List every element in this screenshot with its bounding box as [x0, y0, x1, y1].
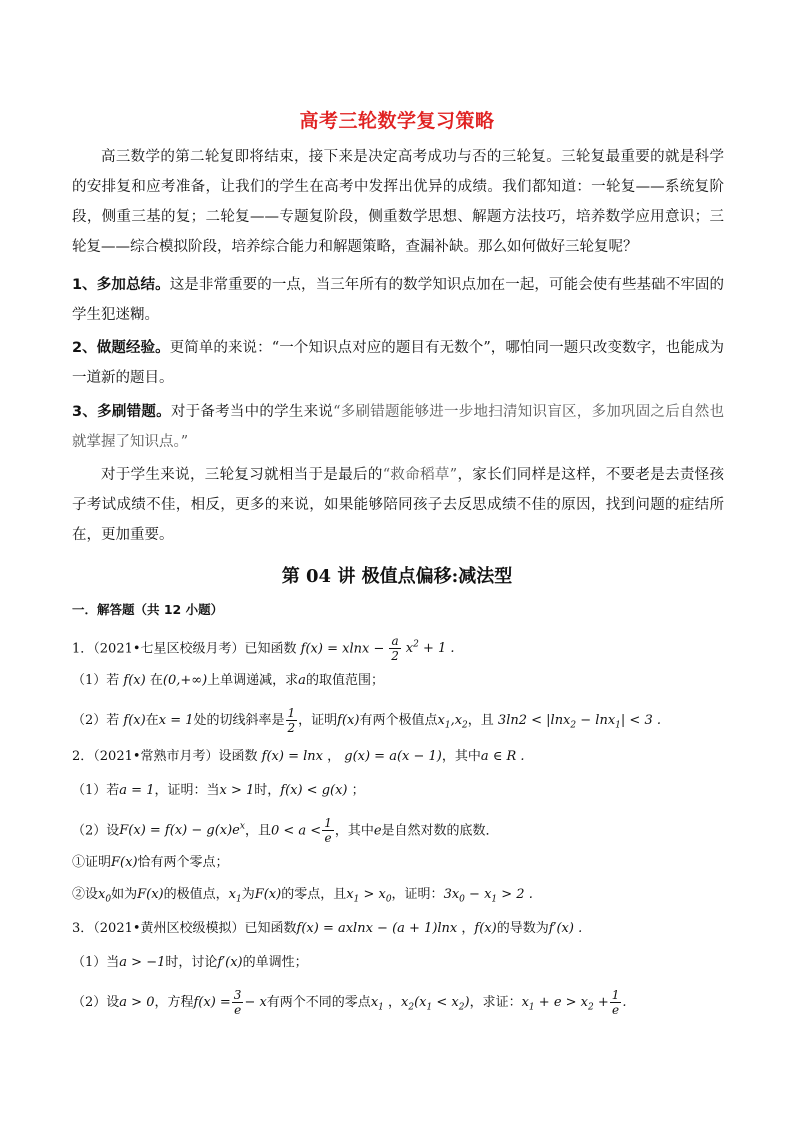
q2-p1-a1: a = 1 — [119, 783, 155, 798]
q3-p1-agt-1: a > −1 — [119, 955, 166, 970]
q2-p1-text: （1）若 — [72, 783, 120, 798]
q3-p2-agt0: a > 0 — [119, 995, 155, 1010]
q1-p2-x1: x = 1 — [158, 713, 194, 728]
q2-head-text: 2．（2021•常熟市月考）设函数 — [72, 749, 258, 764]
q2-p2-text-c: ，其中 — [334, 823, 374, 839]
q2-gx-expr: g(x) = a(x − 1) — [344, 749, 442, 764]
q2-c1-text: ①证明 — [72, 855, 112, 870]
question-2-part-2 — [72, 816, 499, 845]
question-3-head: 3．（2021•黄州区校级模拟）已知函数f(x) = axlnx − (a + 1)lnx ，f(x)的导数为f′(x) . — [72, 921, 583, 936]
q1-p2-text-b: 处的切线斜率是 — [193, 713, 285, 728]
closing-text-b: ，家长们同样是这样，不要老是去责怪孩子考试成绩不佳，相反，更多的来说，如果能够陪同孩子去反思成绩不佳的原因，找到问题的症结所在，更加重要。 — [72, 467, 724, 543]
q1-p2-text-d: 有两个极值点 — [359, 713, 438, 728]
q2-c2-text-d: 为 — [241, 887, 255, 902]
question-2-part-1: （1）若a = 1，证明：当x > 1时，f(x) < g(x) ； — [72, 783, 365, 798]
q3-p2-text-b: ，方程 — [154, 995, 194, 1010]
q2-p2-range: 0 < a < — [270, 823, 322, 839]
q2-mid-text: ，其中 — [441, 749, 481, 764]
q3-p2-x2: $x_2(x_1 < x_2)$ — [401, 995, 470, 1013]
q2-c2-ineq: $3x_0 - x_1 > 2$ . — [443, 887, 533, 905]
question-1-part-1 — [72, 670, 384, 692]
q2-c2-text-e: 的零点，且 — [281, 887, 347, 902]
tip-item-1 — [72, 270, 724, 330]
q1-p1-text-b: 上单调递减，求 — [207, 673, 299, 688]
q2-fraction-1-over-e: $\frac{1}{e}$ — [324, 816, 332, 846]
q2-c1-Fx: F(x) — [111, 855, 138, 870]
q1-head-text: 1．（2021•七星区校级月考）已知函数 — [72, 641, 297, 657]
q1-p2-text-e: ，且 — [467, 713, 494, 728]
q1-p2-inequality: 3ln2 < |lnx$_2$ − lnx$_1$| < 3 . — [497, 713, 661, 731]
section-title: 第 04 讲 极值点偏移:减法型 — [281, 566, 513, 587]
q2-c2-text-b: 如为 — [111, 887, 138, 902]
tip-label-2: 2、做题经验。 — [72, 340, 170, 356]
q2-p1-text-b: ，证明：当 — [154, 783, 220, 798]
q1-p1-text: （1）若 — [72, 673, 120, 688]
q2-p1-text-c: 时， — [254, 783, 281, 798]
closing-quote: “救命稻草” — [382, 467, 458, 483]
q1-function-expr-tail: $x^2 + 1$ . — [405, 640, 455, 657]
q1-function-expr: f(x) = xlnx − — [300, 641, 385, 657]
q3-mid-text: 的导数为 — [496, 921, 549, 936]
q2-c2-x1: $x_1$ — [228, 887, 242, 905]
q2-a-in-R: a ∈ R . — [480, 749, 525, 764]
q2-p2-text-b: ，且 — [244, 823, 271, 839]
q1-fraction-a-over-2: $\frac{a}{2}$ — [391, 634, 399, 664]
q3-fraction-3-over-e: $\frac{3}{e}$ — [233, 988, 242, 1017]
question-2-claim-2 — [72, 884, 533, 911]
question-2-claim-1 — [72, 852, 229, 874]
question-2-head: 2．（2021•常熟市月考）设函数 f(x) = lnx ， g(x) = a(x − 1)，其中a ∈ R . — [72, 749, 525, 764]
q1-p2-text: （2）若 — [72, 713, 120, 728]
tip-label-1: 1、多加总结。 — [72, 277, 170, 293]
q2-p2-Fx: $F(x) = f(x) - g(x)e^x$ — [119, 822, 245, 839]
q1-p1-expr: f(x) — [123, 673, 146, 688]
q3-p1-fpx: f′(x) — [217, 955, 243, 970]
q1-p2-x1x2: $x_1,x_2$ — [437, 713, 468, 731]
q3-p1-text: （1）当 — [72, 955, 120, 970]
intro-paragraph: 高三数学的第二轮复即将结束，接下来是决定高考成功与否的三轮复。三轮复最重要的就是科学的安排复和应考准备，让我们的学生在高考中发挥出优异的成绩。我们都知道：一轮复——系统复阶段，侧重三基的复；二轮复——专题复阶段，侧重数学思想、解题方法技巧，培养数学应用意识；三轮复——综合模拟阶段，培养综合能力和解题策略，查漏补缺。那么如何做好三轮复呢？ — [72, 149, 724, 255]
q1-p1-in: 在 — [149, 673, 163, 688]
question-1-head — [72, 634, 455, 663]
q1-p2-at: 在 — [145, 713, 159, 728]
q3-p2-ineq: $x_1 + e > x_2$ + — [521, 995, 609, 1013]
q2-c2-Fx: F(x) — [137, 887, 164, 902]
q3-p2-eq: f(x) = — [193, 995, 231, 1010]
q2-c2-text-f: ，证明： — [391, 887, 444, 902]
page-title: 高考三轮数学复习策略 — [299, 110, 495, 132]
tip-label-3: 3、多刷错题。 — [72, 404, 171, 420]
q1-p2-fx-2: f(x) — [337, 713, 360, 728]
q3-period: . — [622, 995, 627, 1010]
q2-c2-x0: $x_0$ — [98, 887, 112, 905]
q3-fx: f(x) — [474, 921, 497, 936]
q1-fraction-1-over-2: $\frac{1}{2}$ — [287, 706, 296, 735]
q2-c2-x1gtx0: $x_1 > x_0$ — [346, 887, 392, 905]
q2-p2-text: （2）设 — [72, 823, 120, 839]
q3-fraction-1-over-e: $\frac{1}{e}$ — [611, 988, 620, 1017]
q2-fx-expr: f(x) = lnx — [261, 749, 323, 764]
q2-p2-text-d: 是自然对数的底数． — [381, 823, 499, 839]
q2-c1-text-b: 恰有两个零点； — [137, 855, 229, 870]
question-subheading: 一．解答题（共 12 小题） — [72, 602, 224, 617]
q3-fpx: f′(x) . — [548, 921, 583, 936]
q3-p1-text-c: 的单调性； — [242, 955, 308, 970]
tip-item-2 — [72, 333, 724, 393]
q2-c2-Fx-2: F(x) — [254, 887, 282, 902]
question-3-part-1 — [72, 952, 308, 974]
tip-item-3 — [72, 397, 724, 457]
tip-text-2: 更简单的来说：“一个知识点对应的题目有无数个”，哪怕同一题只改变数字，也能成为一道新的题目。 — [72, 340, 725, 386]
q2-p2-e: e — [373, 823, 382, 839]
q2-c2-text: ②设 — [72, 887, 99, 902]
closing-paragraph — [72, 460, 724, 550]
tip-text-3-quote: “多刷错题能够进一步地扫清知识盲区，多加巩固之后自然也就掌握了知识点。” — [72, 404, 724, 450]
q3-p1-text-b: 时，讨论 — [165, 955, 218, 970]
q3-fx-expr: f(x) = axlnx − (a + 1)lnx — [296, 921, 458, 936]
q3-p2-x1: $x_1$ — [370, 995, 384, 1013]
q1-p2-text-c: ，证明 — [298, 713, 338, 728]
q3-p2-minus-x: − x — [244, 995, 267, 1010]
q3-p2-text-d: ，求证： — [469, 995, 522, 1010]
q1-p1-text-c: 的取值范围； — [305, 673, 384, 688]
q1-p2-fx: f(x) — [123, 713, 146, 728]
q2-p1-xgt1: x > 1 — [219, 783, 255, 798]
q3-head-text: 3．（2021•黄州区校级模拟）已知函数 — [72, 921, 297, 936]
q1-p1-interval: (0,+∞) — [162, 673, 208, 688]
question-1-part-2 — [72, 706, 661, 737]
q3-p2-text-c: 有两个不同的零点 — [266, 995, 371, 1010]
q2-p1-ineq: f(x) < g(x) — [280, 783, 348, 798]
q1-p1-a: a — [298, 673, 306, 688]
tip-text-1: 这是非常重要的一点，当三年所有的数学知识点加在一起，可能会使有些基础不牢固的学生犯迷糊。 — [72, 277, 725, 323]
question-3-part-2: （2）设a > 0，方程f(x) = $\frac{3}{e}$ − x有两个不同的零点$x_1$ ，$x_2(x_1 < x_2)$，求证：$x_1 + e > x_2$ + $\frac{1}{e}$ . — [72, 988, 627, 1017]
q3-p2-text: （2）设 — [72, 995, 120, 1010]
closing-text-a: 对于学生来说，三轮复习就相当于是最后的 — [101, 467, 383, 483]
tip-text-3a: 对于备考当中的学生来说 — [170, 404, 334, 420]
q2-c2-text-c: 的极值点， — [163, 887, 229, 902]
